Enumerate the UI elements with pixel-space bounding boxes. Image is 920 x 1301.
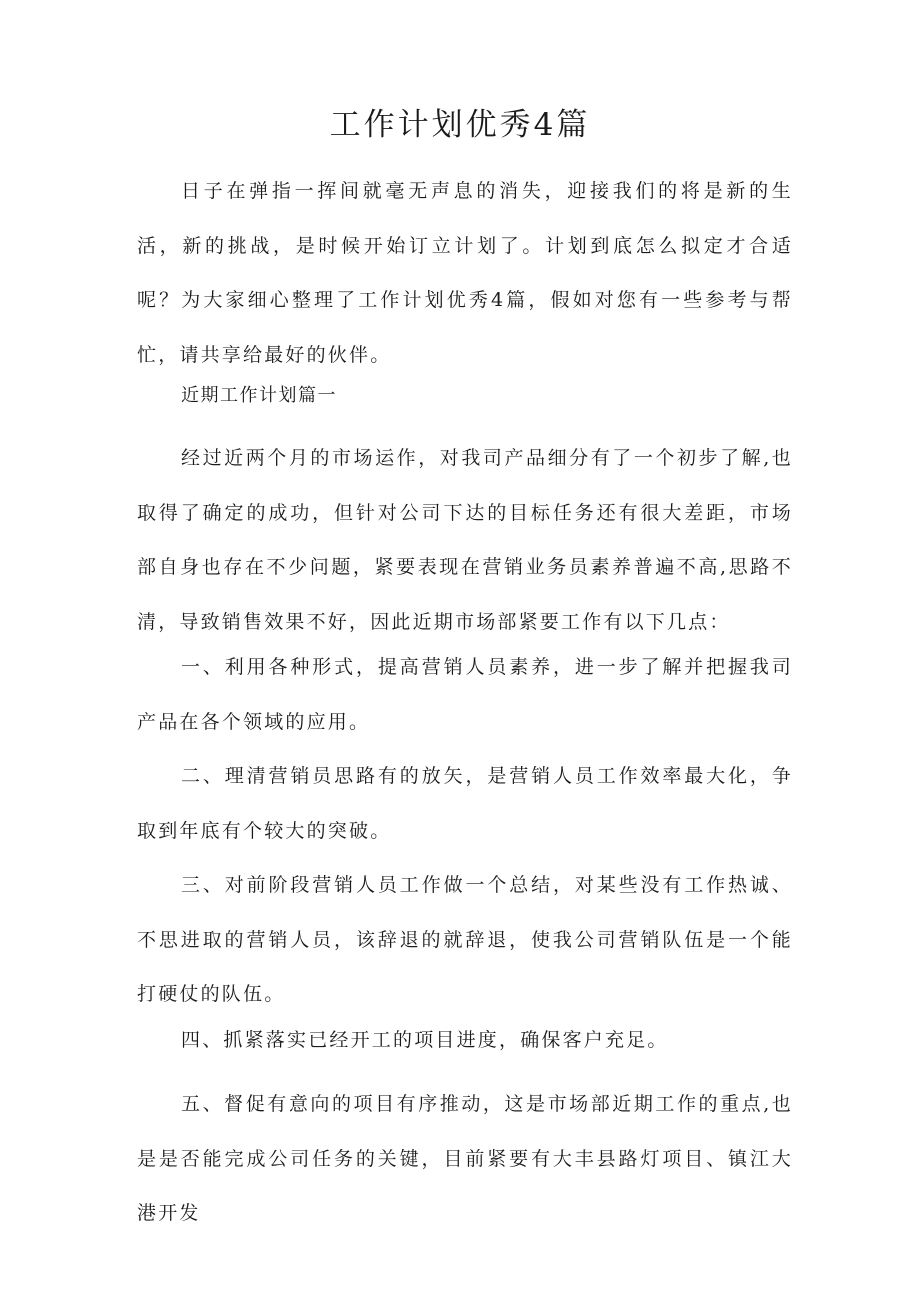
section-heading: 近期工作计划篇一 bbox=[181, 385, 337, 406]
list-item-2: 二、理清营销员思路有的放矢，是营销人员工作效率最大化，争取到年底有个较大的突破。 bbox=[137, 765, 793, 842]
list-item-3: 三、对前阶段营销人员工作做一个总结，对某些没有工作热诚、不思进取的营销人员，该辞退的就辞退，使我公司营销队伍是一个能打硬仗的队伍。 bbox=[137, 874, 793, 1005]
list-item-1: 一、利用各种形式，提高营销人员素养，进一步了解并把握我司产品在各个领域的应用。 bbox=[137, 656, 793, 733]
list-item-5: 五、督促有意向的项目有序推动，这是市场部近期工作的重点,也是是否能完成公司任务的关键，目前紧要有大丰县路灯项目、镇江大港开发 bbox=[137, 1093, 793, 1224]
list-item-4: 四、抓紧落实已经开工的项目进度，确保客户充足。 bbox=[181, 1029, 669, 1051]
document-title: 工作计划优秀4篇 bbox=[329, 107, 591, 143]
intro-paragraph: 日子在弹指一挥间就毫无声息的消失，迎接我们的将是新的生活，新的挑战，是时候开始订立计划了。计划到底怎么拟定才合适呢？为大家细心整理了工作计划优秀4篇，假如对您有一些参考与帮忙，请共享给最好的伙伴。 bbox=[137, 180, 793, 366]
body-paragraph: 经过近两个月的市场运作，对我司产品细分有了一个初步了解,也取得了确定的成功，但针对公司下达的目标任务还有很大差距，市场部自身也存在不少问题，紧要表现在营销业务员素养普遍不高,思路不清，导致销售效果不好，因此近期市场部紧要工作有以下几点： bbox=[137, 447, 793, 633]
